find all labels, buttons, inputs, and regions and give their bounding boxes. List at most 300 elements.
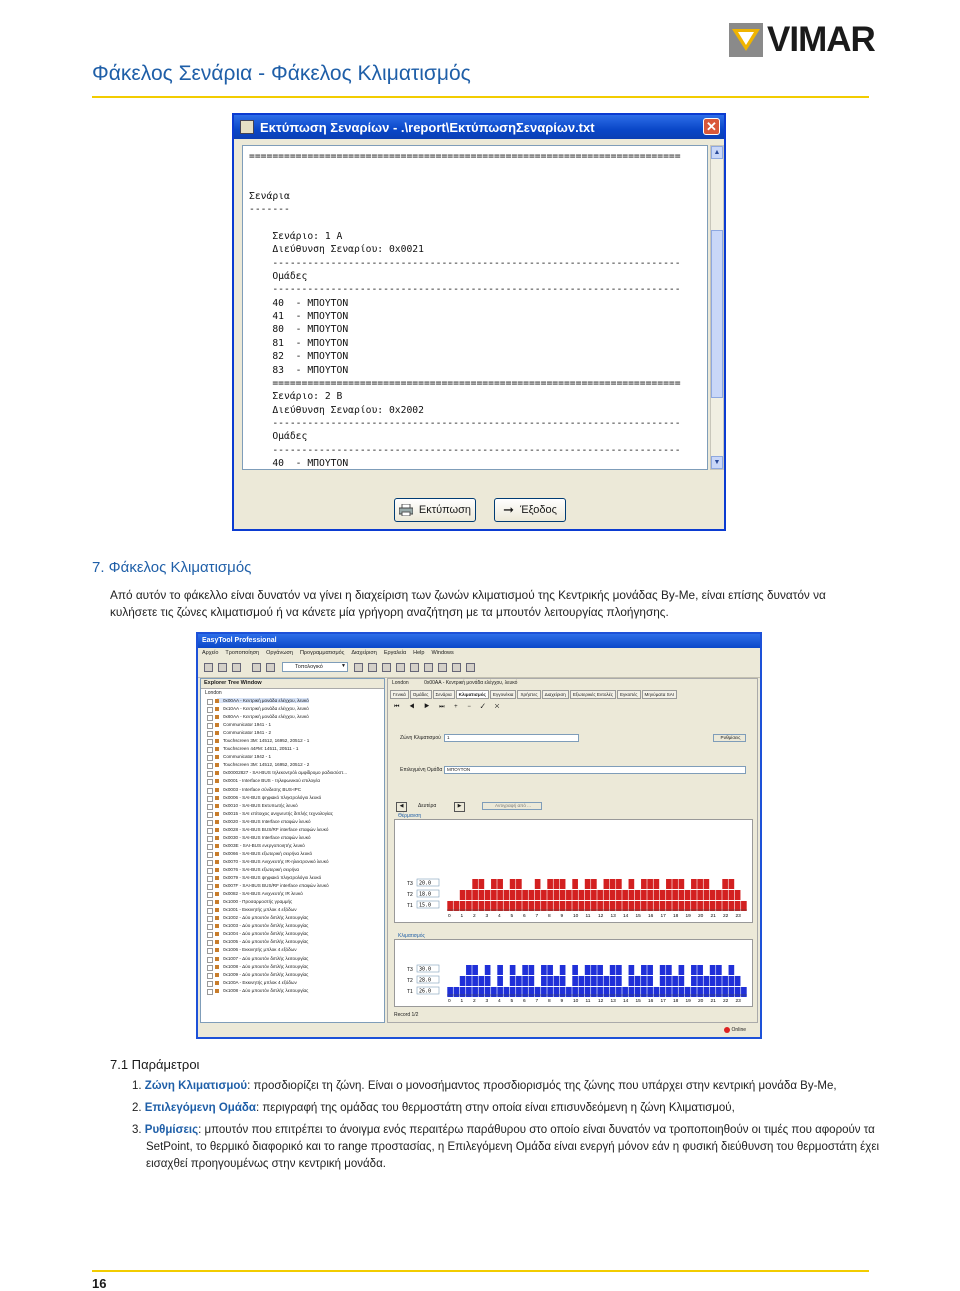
tree-item[interactable]: 0x00AA - Κεντρική μονάδα ελέγχου, λευκό	[201, 697, 384, 705]
schedule-block[interactable]	[479, 890, 485, 900]
schedule-block[interactable]	[635, 987, 641, 997]
schedule-block[interactable]	[666, 976, 672, 986]
schedule-block[interactable]	[516, 987, 522, 997]
schedule-block[interactable]	[616, 987, 622, 997]
schedule-block[interactable]	[591, 901, 597, 911]
schedule-block[interactable]	[597, 976, 603, 986]
schedule-block[interactable]	[535, 987, 541, 997]
schedule-block[interactable]	[472, 890, 478, 900]
menu-item[interactable]: Τροποποίηση	[225, 650, 260, 656]
schedule-block[interactable]	[672, 976, 678, 986]
schedule-block[interactable]	[479, 987, 485, 997]
zone-field[interactable]: 1	[444, 734, 579, 742]
module-icon[interactable]	[396, 663, 405, 672]
view-mode-select[interactable]: Τοπολογικό ▼	[282, 662, 348, 672]
cooling-schedule-chart[interactable]	[394, 939, 753, 1007]
schedule-block[interactable]	[610, 879, 616, 889]
schedule-block[interactable]	[660, 965, 666, 975]
menu-item[interactable]: Οργάνωση	[266, 650, 293, 656]
schedule-block[interactable]	[504, 890, 510, 900]
schedule-block[interactable]	[485, 987, 491, 997]
schedule-block[interactable]	[479, 901, 485, 911]
schedule-block[interactable]	[591, 890, 597, 900]
schedule-block[interactable]	[654, 879, 660, 889]
schedule-block[interactable]	[647, 901, 653, 911]
prev-day-button[interactable]: ◀	[396, 802, 407, 812]
schedule-block[interactable]	[460, 901, 466, 911]
tab[interactable]: Χρήστες	[517, 690, 540, 699]
schedule-block[interactable]	[641, 879, 647, 889]
schedule-block[interactable]	[679, 987, 685, 997]
schedule-block[interactable]	[466, 976, 472, 986]
schedule-block[interactable]	[497, 901, 503, 911]
schedule-block[interactable]	[547, 879, 553, 889]
schedule-block[interactable]	[491, 879, 497, 889]
schedule-block[interactable]	[641, 965, 647, 975]
schedule-block[interactable]	[472, 879, 478, 889]
download-icon[interactable]	[452, 663, 461, 672]
schedule-block[interactable]	[679, 901, 685, 911]
schedule-block[interactable]	[716, 976, 722, 986]
schedule-block[interactable]	[597, 965, 603, 975]
schedule-block[interactable]	[685, 890, 691, 900]
schedule-block[interactable]	[666, 879, 672, 889]
schedule-block[interactable]	[604, 879, 610, 889]
schedule-block[interactable]	[522, 987, 528, 997]
tree-item[interactable]: 0x1007 - Δύο μπουτόν διπλής λειτουργίας	[201, 955, 384, 963]
schedule-block[interactable]	[466, 987, 472, 997]
schedule-block[interactable]	[604, 987, 610, 997]
schedule-block[interactable]	[466, 901, 472, 911]
schedule-block[interactable]	[697, 901, 703, 911]
copy-from-button[interactable]: Αντιγραφή από ...	[482, 802, 542, 810]
schedule-block[interactable]	[554, 976, 560, 986]
tree-item[interactable]: Communicator 1942 - 1	[201, 753, 384, 761]
schedule-block[interactable]	[491, 901, 497, 911]
schedule-block[interactable]	[641, 976, 647, 986]
schedule-block[interactable]	[547, 965, 553, 975]
schedule-block[interactable]	[641, 987, 647, 997]
schedule-block[interactable]	[479, 879, 485, 889]
schedule-block[interactable]	[641, 901, 647, 911]
menu-item[interactable]: Windows	[431, 650, 454, 656]
tree-item[interactable]: 0x0003 - Interface σύνδεσης BUS-IPC	[201, 786, 384, 794]
schedule-block[interactable]	[510, 901, 516, 911]
schedule-block[interactable]	[616, 890, 622, 900]
schedule-block[interactable]	[629, 879, 635, 889]
schedule-block[interactable]	[522, 890, 528, 900]
tree-item[interactable]: 0x1008 - Δύο μπουτόν διπλής λειτουργίας	[201, 987, 384, 995]
schedule-block[interactable]	[735, 901, 741, 911]
open-icon[interactable]	[218, 663, 227, 672]
schedule-block[interactable]	[572, 987, 578, 997]
breadcrumb-item[interactable]: 0x00AA - Κεντρική μονάδα ελέγχου, λευκό	[424, 680, 518, 686]
schedule-block[interactable]	[510, 987, 516, 997]
navigation-buttons[interactable]: ⏮ ◀ ▶ ⏭ + − ✓ ✕	[394, 704, 504, 710]
schedule-block[interactable]	[710, 987, 716, 997]
schedule-block[interactable]	[729, 901, 735, 911]
tree-item[interactable]: Touchscreen 3M: 14512, 16952, 20512 - 1	[201, 737, 384, 745]
tree-item[interactable]: 0x1008 - Δύο μπουτόν διπλής λειτουργίας	[201, 963, 384, 971]
tree-item[interactable]: Touchscreen 44#M: 14511, 20511 - 1	[201, 745, 384, 753]
schedule-block[interactable]	[579, 987, 585, 997]
schedule-block[interactable]	[535, 901, 541, 911]
print-button[interactable]	[394, 498, 476, 522]
schedule-block[interactable]	[579, 901, 585, 911]
delete-icon[interactable]	[252, 663, 261, 672]
next-day-button[interactable]: ▶	[454, 802, 465, 812]
scroll-up-icon[interactable]: ▲	[711, 146, 723, 159]
schedule-block[interactable]	[497, 965, 503, 975]
schedule-block[interactable]	[716, 890, 722, 900]
schedule-block[interactable]	[554, 890, 560, 900]
menu-item[interactable]: Εργαλεία	[383, 650, 407, 656]
schedule-block[interactable]	[647, 965, 653, 975]
tree-root[interactable]: London	[205, 690, 222, 696]
schedule-block[interactable]	[535, 879, 541, 889]
schedule-block[interactable]	[691, 879, 697, 889]
schedule-block[interactable]	[541, 901, 547, 911]
schedule-block[interactable]	[497, 890, 503, 900]
tab[interactable]: Εγγονέκια	[490, 690, 517, 699]
tree-item[interactable]: 0x0070 - SAI-BUS Ανιχνευτής IR-ηλεκτρονικό λευκό	[201, 858, 384, 866]
schedule-block[interactable]	[554, 879, 560, 889]
menu-item[interactable]: Αρχείο	[202, 650, 219, 656]
panel-icon[interactable]	[410, 663, 419, 672]
schedule-block[interactable]	[554, 901, 560, 911]
schedule-block[interactable]	[729, 879, 735, 889]
schedule-block[interactable]	[660, 976, 666, 986]
schedule-block[interactable]	[741, 987, 747, 997]
device-icon[interactable]	[382, 663, 391, 672]
schedule-block[interactable]	[710, 890, 716, 900]
tab[interactable]: Εγκοπές	[617, 690, 641, 699]
schedule-block[interactable]	[572, 901, 578, 911]
tree-item[interactable]: 0x0082 - SAI-BUS Ανιχνευτής IR λευκό	[201, 890, 384, 898]
schedule-block[interactable]	[572, 976, 578, 986]
breadcrumb-root[interactable]: London	[392, 680, 409, 686]
schedule-block[interactable]	[610, 890, 616, 900]
schedule-block[interactable]	[691, 987, 697, 997]
schedule-block[interactable]	[704, 976, 710, 986]
schedule-block[interactable]	[591, 976, 597, 986]
schedule-block[interactable]	[691, 890, 697, 900]
schedule-block[interactable]	[541, 890, 547, 900]
heating-schedule-chart[interactable]	[394, 819, 753, 923]
schedule-block[interactable]	[610, 976, 616, 986]
schedule-block[interactable]	[629, 987, 635, 997]
schedule-block[interactable]	[510, 965, 516, 975]
tree-item[interactable]: 0x0010 - SAI-BUS Εκτυπωτής λευκό	[201, 802, 384, 810]
schedule-block[interactable]	[654, 890, 660, 900]
schedule-block[interactable]	[691, 901, 697, 911]
schedule-block[interactable]	[597, 901, 603, 911]
tree-item[interactable]: 0x0076 - SAI-BUS εξωτερική σειρήνα	[201, 866, 384, 874]
schedule-block[interactable]	[691, 976, 697, 986]
tree-item[interactable]: 0x0028 - SAI-BUS BUS/RF interface επαφών λευκό	[201, 826, 384, 834]
tab[interactable]: Ομάδες	[410, 690, 432, 699]
schedule-block[interactable]	[522, 976, 528, 986]
schedule-block[interactable]	[579, 890, 585, 900]
schedule-block[interactable]	[722, 976, 728, 986]
schedule-block[interactable]	[510, 879, 516, 889]
schedule-block[interactable]	[654, 901, 660, 911]
schedule-block[interactable]	[529, 976, 535, 986]
schedule-block[interactable]	[510, 890, 516, 900]
schedule-block[interactable]	[704, 987, 710, 997]
schedule-block[interactable]	[541, 976, 547, 986]
schedule-block[interactable]	[585, 901, 591, 911]
schedule-block[interactable]	[547, 901, 553, 911]
tree-item[interactable]: 0x0015 - SAI επίτοιχος ανιχνευτής διπλής τεχνολογίας	[201, 810, 384, 818]
schedule-block[interactable]	[604, 976, 610, 986]
schedule-block[interactable]	[647, 879, 653, 889]
schedule-block[interactable]	[635, 901, 641, 911]
schedule-block[interactable]	[504, 987, 510, 997]
schedule-block[interactable]	[585, 879, 591, 889]
schedule-block[interactable]	[660, 987, 666, 997]
tree-item[interactable]: 0x1004 - Δύο μπουτόν διπλής λειτουργίας	[201, 930, 384, 938]
schedule-block[interactable]	[697, 965, 703, 975]
schedule-block[interactable]	[635, 890, 641, 900]
schedule-block[interactable]	[710, 976, 716, 986]
schedule-block[interactable]	[585, 987, 591, 997]
schedule-block[interactable]	[529, 987, 535, 997]
schedule-block[interactable]	[616, 879, 622, 889]
exit-button[interactable]	[494, 498, 566, 522]
schedule-block[interactable]	[447, 901, 453, 911]
menu-item[interactable]: Help	[413, 650, 425, 656]
tree-item[interactable]: 0x0020 - SAI-BUS Interface επαφών λευκό	[201, 818, 384, 826]
schedule-block[interactable]	[572, 879, 578, 889]
tree-item[interactable]: 0x0030 - SAI-BUS Interface επαφών λευκό	[201, 834, 384, 842]
schedule-block[interactable]	[547, 976, 553, 986]
schedule-block[interactable]	[666, 965, 672, 975]
upload-icon[interactable]	[466, 663, 475, 672]
schedule-block[interactable]	[622, 901, 628, 911]
schedule-block[interactable]	[679, 879, 685, 889]
schedule-block[interactable]	[560, 890, 566, 900]
tree-item[interactable]: 0x1005 - Δύο μπουτόν διπλής λειτουργίας	[201, 938, 384, 946]
schedule-block[interactable]	[697, 976, 703, 986]
tab[interactable]: Εξωτερικές Εντολές	[570, 690, 616, 699]
tree-item[interactable]: 0x003E - SAI-BUS ενεργοποιητής λευκό	[201, 842, 384, 850]
schedule-block[interactable]	[679, 965, 685, 975]
schedule-block[interactable]	[610, 987, 616, 997]
schedule-block[interactable]	[560, 976, 566, 986]
schedule-block[interactable]	[591, 879, 597, 889]
tab[interactable]: Σενάρια	[433, 690, 455, 699]
schedule-block[interactable]	[579, 976, 585, 986]
schedule-block[interactable]	[710, 965, 716, 975]
schedule-block[interactable]	[697, 879, 703, 889]
network-icon[interactable]	[368, 663, 377, 672]
tree-item[interactable]: 0x1001 - Εκκινητής μπλοκ 4 εξόδων	[201, 906, 384, 914]
schedule-block[interactable]	[616, 901, 622, 911]
tree-item[interactable]: 0x1009 - Δύο μπουτόν διπλής λειτουργίας	[201, 971, 384, 979]
tree-item[interactable]: 0x007F - SAI-BUS BUS/RF interface επαφών λευκό	[201, 882, 384, 890]
tree-item[interactable]: Communicator 1941 - 1	[201, 721, 384, 729]
tab[interactable]: Κλιματισμός	[456, 690, 489, 699]
group-field[interactable]: ΜΠΟΥΤΟΝ	[444, 766, 746, 774]
schedule-block[interactable]	[672, 987, 678, 997]
schedule-block[interactable]	[597, 987, 603, 997]
properties-icon[interactable]	[266, 663, 275, 672]
tree-item[interactable]: Communicator 1941 - 2	[201, 729, 384, 737]
schedule-block[interactable]	[679, 890, 685, 900]
tree-item[interactable]: 0x100A - Εκκινητής μπλοκ 4 εξόδων	[201, 979, 384, 987]
schedule-block[interactable]	[654, 987, 660, 997]
schedule-block[interactable]	[716, 987, 722, 997]
schedule-block[interactable]	[716, 901, 722, 911]
schedule-block[interactable]	[460, 976, 466, 986]
schedule-block[interactable]	[516, 901, 522, 911]
schedule-block[interactable]	[635, 976, 641, 986]
schedule-block[interactable]	[685, 901, 691, 911]
schedule-block[interactable]	[566, 987, 572, 997]
close-button[interactable]: ✕	[703, 118, 720, 135]
schedule-block[interactable]	[516, 879, 522, 889]
tree-item[interactable]: 0x00002827 - SAI-BUS τηλεκοντρόλ αμφίδρομο ραδιοσύστ...	[201, 769, 384, 777]
schedule-block[interactable]	[497, 976, 503, 986]
schedule-block[interactable]	[560, 901, 566, 911]
schedule-block[interactable]	[629, 901, 635, 911]
tree-item[interactable]: 0x0079 - SAI-BUS ψηφιακό πληκτρολόγιο λευκό	[201, 874, 384, 882]
schedule-block[interactable]	[729, 987, 735, 997]
schedule-block[interactable]	[616, 976, 622, 986]
schedule-block[interactable]	[647, 976, 653, 986]
schedule-block[interactable]	[610, 901, 616, 911]
tool-icon[interactable]	[438, 663, 447, 672]
schedule-block[interactable]	[585, 976, 591, 986]
schedule-block[interactable]	[629, 976, 635, 986]
schedule-block[interactable]	[466, 890, 472, 900]
schedule-block[interactable]	[647, 987, 653, 997]
scroll-down-icon[interactable]: ▼	[711, 456, 723, 469]
schedule-block[interactable]	[566, 890, 572, 900]
schedule-block[interactable]	[572, 890, 578, 900]
schedule-block[interactable]	[560, 987, 566, 997]
report-text-area[interactable]	[242, 145, 708, 470]
schedule-block[interactable]	[647, 890, 653, 900]
schedule-block[interactable]	[485, 890, 491, 900]
schedule-block[interactable]	[491, 890, 497, 900]
schedule-block[interactable]	[535, 890, 541, 900]
schedule-block[interactable]	[604, 890, 610, 900]
schedule-block[interactable]	[704, 879, 710, 889]
tree-item[interactable]: 0x1006 - Εκκινητής μπλοκ 4 εξόδων	[201, 946, 384, 954]
tab[interactable]: Γενικά	[390, 690, 409, 699]
tree-item[interactable]: 0x0066 - SAI-BUS εξωτερική σειρήνα λευκό	[201, 850, 384, 858]
tree-item[interactable]: 0x1000 - Προσαρμοστής γραμμής	[201, 898, 384, 906]
schedule-block[interactable]	[660, 890, 666, 900]
settings-button[interactable]: Ρυθμίσεις	[713, 734, 746, 742]
schedule-block[interactable]	[704, 890, 710, 900]
menu-item[interactable]: Προγραμματισμός	[299, 650, 345, 656]
schedule-block[interactable]	[722, 890, 728, 900]
schedule-block[interactable]	[735, 890, 741, 900]
schedule-block[interactable]	[541, 987, 547, 997]
schedule-block[interactable]	[460, 987, 466, 997]
tree-item[interactable]: 0x0006 - SAI-BUS ψηφιακό πληκτρολόγιο λευκό	[201, 794, 384, 802]
schedule-block[interactable]	[460, 890, 466, 900]
schedule-block[interactable]	[704, 901, 710, 911]
schedule-block[interactable]	[735, 976, 741, 986]
schedule-block[interactable]	[585, 965, 591, 975]
schedule-block[interactable]	[585, 890, 591, 900]
schedule-block[interactable]	[729, 976, 735, 986]
schedule-block[interactable]	[666, 901, 672, 911]
schedule-block[interactable]	[454, 901, 460, 911]
schedule-block[interactable]	[679, 976, 685, 986]
schedule-block[interactable]	[516, 976, 522, 986]
schedule-block[interactable]	[629, 965, 635, 975]
schedule-block[interactable]	[522, 901, 528, 911]
schedule-block[interactable]	[729, 890, 735, 900]
tree-item[interactable]: 0x0001 - Interface BUS - τηλεφωνικού επιλογέα	[201, 777, 384, 785]
schedule-block[interactable]	[554, 987, 560, 997]
schedule-block[interactable]	[560, 965, 566, 975]
schedule-block[interactable]	[479, 976, 485, 986]
schedule-block[interactable]	[485, 901, 491, 911]
schedule-block[interactable]	[597, 890, 603, 900]
tab[interactable]: Μηνύματα SAI	[642, 690, 678, 699]
schedule-block[interactable]	[529, 901, 535, 911]
grid-icon[interactable]	[354, 663, 363, 672]
scroll-thumb[interactable]	[711, 230, 723, 398]
schedule-block[interactable]	[547, 987, 553, 997]
schedule-block[interactable]	[485, 976, 491, 986]
schedule-block[interactable]	[541, 965, 547, 975]
schedule-block[interactable]	[735, 987, 741, 997]
schedule-block[interactable]	[697, 890, 703, 900]
schedule-block[interactable]	[472, 901, 478, 911]
schedule-block[interactable]	[510, 976, 516, 986]
schedule-block[interactable]	[497, 987, 503, 997]
schedule-block[interactable]	[572, 965, 578, 975]
schedule-block[interactable]	[616, 965, 622, 975]
schedule-block[interactable]	[691, 965, 697, 975]
schedule-block[interactable]	[622, 987, 628, 997]
record-icon[interactable]	[424, 663, 433, 672]
schedule-block[interactable]	[672, 901, 678, 911]
schedule-block[interactable]	[591, 987, 597, 997]
schedule-block[interactable]	[447, 987, 453, 997]
schedule-block[interactable]	[591, 965, 597, 975]
schedule-block[interactable]	[504, 901, 510, 911]
schedule-block[interactable]	[522, 965, 528, 975]
schedule-block[interactable]	[629, 890, 635, 900]
schedule-block[interactable]	[710, 901, 716, 911]
tab[interactable]: Διαχείριση	[542, 690, 569, 699]
tree-item[interactable]: 0x60AA - Κεντρική μονάδα ελέγχου, λευκό	[201, 713, 384, 721]
schedule-block[interactable]	[666, 987, 672, 997]
menu-item[interactable]: Διαχείριση	[351, 650, 377, 656]
schedule-block[interactable]	[529, 965, 535, 975]
tree-item[interactable]: Touchscreen 3M: 14512, 16952, 20512 - 2	[201, 761, 384, 769]
schedule-block[interactable]	[666, 890, 672, 900]
schedule-block[interactable]	[697, 987, 703, 997]
schedule-block[interactable]	[529, 890, 535, 900]
schedule-block[interactable]	[466, 965, 472, 975]
schedule-block[interactable]	[604, 901, 610, 911]
schedule-block[interactable]	[516, 890, 522, 900]
schedule-block[interactable]	[472, 976, 478, 986]
vertical-scrollbar[interactable]	[710, 145, 724, 470]
schedule-block[interactable]	[685, 987, 691, 997]
folder-icon[interactable]	[232, 663, 241, 672]
schedule-block[interactable]	[641, 890, 647, 900]
